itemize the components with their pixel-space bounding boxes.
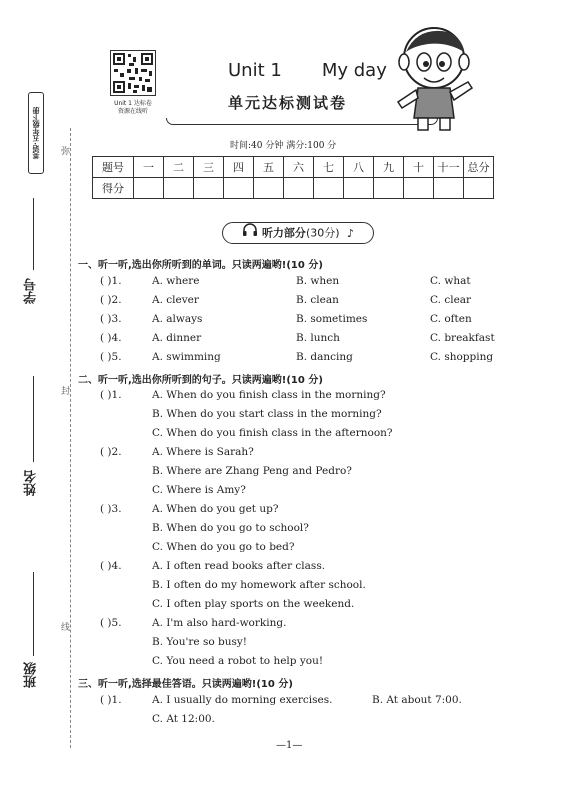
- table-cell: 二: [164, 157, 194, 178]
- option-c: C. what: [430, 275, 471, 287]
- option-c: C. You need a robot to help you!: [152, 655, 324, 667]
- score-entry-cell[interactable]: [194, 178, 224, 199]
- option-a: A. swimming: [152, 351, 221, 363]
- table-cell: 十: [404, 157, 434, 178]
- section-heading: 三、听一听,选择最佳答语。只读两遍哟!(10 分): [78, 679, 293, 690]
- unit-label: Unit 1: [228, 60, 282, 81]
- mascot-illustration: [388, 22, 478, 138]
- banner-label: 听力部分: [261, 226, 306, 240]
- answer-blank[interactable]: ( )3.: [100, 503, 122, 515]
- table-cell: 七: [314, 157, 344, 178]
- seal-mark: 线: [59, 622, 69, 631]
- option-a: A. clever: [152, 294, 199, 306]
- table-cell: 得分: [93, 178, 134, 199]
- option-b: B. sometimes: [296, 313, 368, 325]
- table-cell: 十一: [434, 157, 464, 178]
- option-b: B. You're so busy!: [152, 636, 248, 648]
- option-a: A. where: [152, 275, 200, 287]
- option-c: C. When do you finish class in the afternoon?: [152, 427, 393, 439]
- table-cell: 总分: [464, 157, 494, 178]
- option-c: C. At 12:00.: [152, 713, 215, 725]
- option-c: C. Where is Amy?: [152, 484, 246, 496]
- option-c: C. shopping: [430, 351, 494, 363]
- option-b: B. lunch: [296, 332, 340, 344]
- score-entry-cell[interactable]: [464, 178, 494, 199]
- option-c: C. When do you go to bed?: [152, 541, 295, 553]
- exam-time-info: 时间:40 分钟 满分:100 分: [230, 141, 337, 151]
- answer-blank[interactable]: ( )2.: [100, 446, 122, 458]
- seal-mark: 弥: [59, 146, 69, 155]
- subject-grade-tag: 英语·五年级下册: [28, 92, 44, 174]
- score-entry-cell[interactable]: [164, 178, 194, 199]
- answer-blank[interactable]: ( )1.: [100, 694, 122, 706]
- name-label: 姓名: [24, 470, 39, 496]
- option-b: B. When do you start class in the morning?: [152, 408, 382, 420]
- score-entry-cell[interactable]: [374, 178, 404, 199]
- score-entry-cell[interactable]: [344, 178, 374, 199]
- score-entry-cell[interactable]: [134, 178, 164, 199]
- option-b: B. At about 7:00.: [372, 694, 462, 706]
- option-c: C. breakfast: [430, 332, 495, 344]
- name-line: [33, 376, 34, 462]
- score-table: [92, 156, 494, 199]
- option-b: B. I often do my homework after school.: [152, 579, 366, 591]
- option-a: A. I often read books after class.: [152, 560, 326, 572]
- note-icon: ♪: [347, 226, 355, 240]
- listening-section-banner: [222, 222, 374, 244]
- section-heading: 一、听一听,选出你所听到的单词。只读两遍哟!(10 分): [78, 260, 323, 271]
- answer-blank[interactable]: ( )4.: [100, 560, 122, 572]
- option-b: B. dancing: [296, 351, 353, 363]
- qr-caption-line: 资源在线听: [117, 108, 148, 115]
- score-entry-cell[interactable]: [224, 178, 254, 199]
- option-a: A. When do you finish class in the morning?: [152, 389, 386, 401]
- table-cell: 一: [134, 157, 164, 178]
- table-cell: 九: [374, 157, 404, 178]
- page-title: [228, 60, 413, 81]
- score-entry-cell[interactable]: [404, 178, 434, 199]
- table-cell: 三: [194, 157, 224, 178]
- option-a: A. When do you get up?: [152, 503, 279, 515]
- qr-caption: [104, 100, 162, 116]
- section-heading: 二、听一听,选出你所听到的句子。只读两遍哟!(10 分): [78, 375, 323, 386]
- table-cell: 四: [224, 157, 254, 178]
- class-line: [33, 572, 34, 656]
- table-cell: 五: [254, 157, 284, 178]
- table-cell: 题号: [93, 157, 134, 178]
- option-a: A. dinner: [152, 332, 202, 344]
- table-row: [93, 157, 494, 178]
- student-no-line: [33, 198, 34, 270]
- unit-topic: My day: [321, 60, 387, 81]
- option-b: B. when: [296, 275, 340, 287]
- page-number: —1—: [276, 740, 303, 751]
- table-cell: 八: [344, 157, 374, 178]
- option-c: C. often: [430, 313, 472, 325]
- option-b: B. When do you go to school?: [152, 522, 309, 534]
- class-label: 班级: [24, 662, 39, 688]
- qr-caption-line: Unit 1 达标卷: [114, 100, 152, 107]
- answer-blank[interactable]: ( )1.: [100, 275, 122, 287]
- option-b: B. clean: [296, 294, 339, 306]
- answer-blank[interactable]: ( )5.: [100, 617, 122, 629]
- answer-blank[interactable]: ( )2.: [100, 294, 122, 306]
- answer-blank[interactable]: ( )1.: [100, 389, 122, 401]
- table-row: [93, 178, 494, 199]
- page-subtitle: 单元达标测试卷: [228, 94, 348, 112]
- score-entry-cell[interactable]: [314, 178, 344, 199]
- option-a: A. always: [152, 313, 203, 325]
- table-cell: 六: [284, 157, 314, 178]
- option-a: A. Where is Sarah?: [152, 446, 254, 458]
- option-c: C. clear: [430, 294, 472, 306]
- option-a: A. I'm also hard-working.: [152, 617, 287, 629]
- banner-points: (30分): [305, 226, 340, 240]
- score-entry-cell[interactable]: [284, 178, 314, 199]
- option-b: B. Where are Zhang Peng and Pedro?: [152, 465, 352, 477]
- seal-mark: 封: [59, 386, 69, 395]
- seal-dashed-line: [70, 128, 71, 748]
- score-entry-cell[interactable]: [434, 178, 464, 199]
- option-c: C. I often play sports on the weekend.: [152, 598, 355, 610]
- answer-blank[interactable]: ( )5.: [100, 351, 122, 363]
- student-no-label: 学号: [24, 278, 39, 304]
- answer-blank[interactable]: ( )3.: [100, 313, 122, 325]
- headphones-icon: [242, 223, 258, 244]
- answer-blank[interactable]: ( )4.: [100, 332, 122, 344]
- option-a: A. I usually do morning exercises.: [152, 694, 333, 706]
- score-entry-cell[interactable]: [254, 178, 284, 199]
- qr-code: [110, 50, 156, 96]
